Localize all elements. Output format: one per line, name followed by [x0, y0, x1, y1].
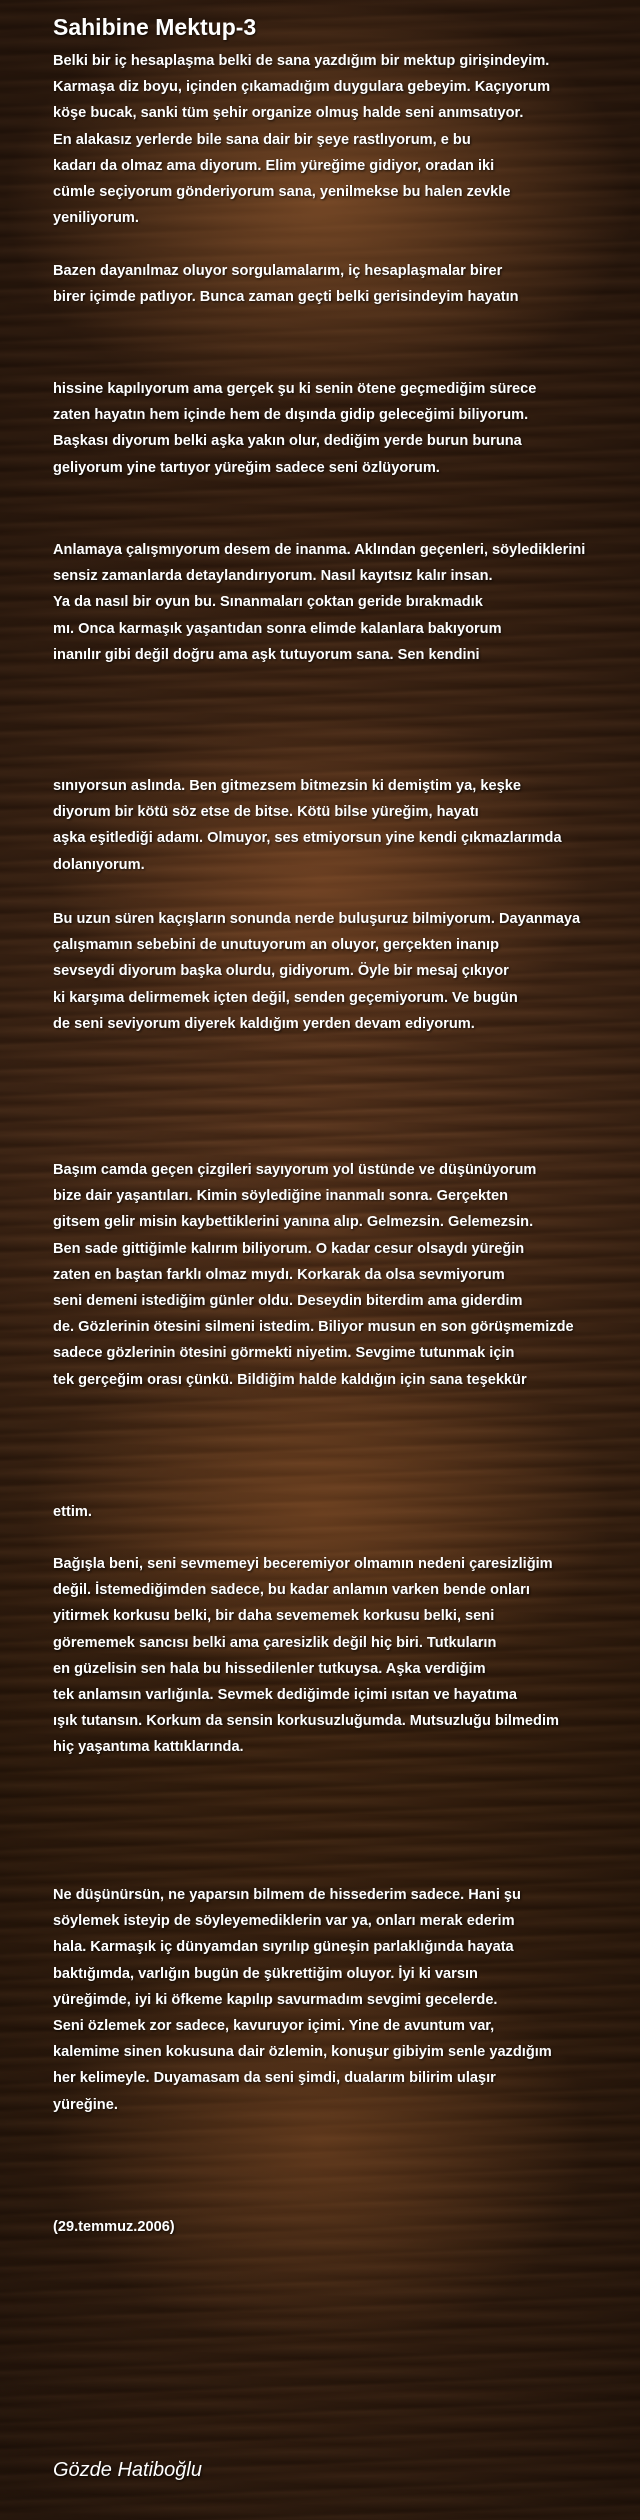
text-line: dolanıyorum. [53, 856, 145, 873]
text-line: en güzelisin sen hala bu hissedilenler tutkuysa. Aşka verdiğim [53, 1660, 486, 1677]
text-line: Başım camda geçen çizgileri sayıyorum yol üstünde ve düşünüyorum [53, 1162, 537, 1178]
text-line: seni demeni istediğim günler oldu. Deseydin biterdim ama giderdim [53, 1293, 523, 1310]
text-line: cümle seçiyorum gönderiyorum sana, yenilmekse bu halen zevkle [53, 184, 511, 201]
text-line: yüreğine. [53, 2096, 118, 2113]
text-line: köşe bucak, sanki tüm şehir organize olmuş halde seni anımsatıyor. [53, 105, 524, 122]
text-line: Ben sade gittiğimle kalırım biliyorum. O kadar cesur olsaydı yüreğin [53, 1240, 525, 1257]
text-line: yeniliyorum. [53, 210, 139, 227]
text-line: tek anlamsın varlığınla. Sevmek dediğimde içimi ısıtan ve hayatıma [53, 1687, 517, 1704]
text-line: sevseydi diyorum başka olurdu, gidiyorum. Öyle bir mesaj çıkıyor [53, 963, 509, 980]
text-line: Seni özlemek zor sadece, kavuruyor içimi. Yine de avuntum var, [53, 2018, 495, 2035]
text-line: ettim. [53, 1504, 92, 1520]
text-line: kalemime sinen kokusuna dair özlemin, konuşur gibiyim senle yazdığım [53, 2044, 552, 2061]
page-title: Sahibine Mektup-3 [53, 14, 257, 40]
text-line: her kelimeyle. Duyamasam da seni şimdi, dualarım bilirim ulaşır [53, 2070, 496, 2087]
text-line: baktığımda, varlığın bugün de şükrettiğim oluyor. İyi ki varsın [53, 1965, 478, 1982]
author-name: Gözde Hatiboğlu [53, 2459, 202, 2481]
text-line: Karmaşa diz boyu, içinden çıkamadığım duygulara gebeyim. Kaçıyorum [53, 79, 551, 96]
paragraph-9 [53, 1551, 559, 1761]
text-line: En alakasız yerlerde bile sana dair bir şeye rastlıyorum, e bu [53, 131, 471, 148]
paragraph-4 [53, 537, 585, 668]
text-line: Anlamaya çalışmıyorum desem de inanma. Aklından geçenleri, söylediklerini [53, 542, 586, 558]
text-line: de seni seviyorum diyerek kaldığım yerden devam ediyorum. [53, 1015, 475, 1032]
text-line: yitirmek korkusu belki, bir daha sevememek korkusu belki, seni [53, 1608, 495, 1625]
paragraph-8 [53, 1499, 92, 1525]
paragraph-2 [53, 258, 519, 310]
text-line: yüreğimde, iyi ki öfkeme kapılıp savurmadım sevgimi gecelerde. [53, 1991, 498, 2008]
text-line: Belki bir iç hesaplaşma belki de sana yazdığım bir mektup girişindeyim. [53, 53, 550, 69]
text-line: geliyorum yine tartıyor yüreğim sadece seni özlüyorum. [53, 459, 440, 476]
text-line: birer içimde patlıyor. Bunca zaman geçti belki gerisindeyim hayatın [53, 289, 519, 306]
text-line: diyorum bir kötü söz etse de bitse. Kötü bilse yüreğim, hayatı [53, 804, 479, 821]
text-line: Bağışla beni, seni sevmemeyi beceremiyor olmamın nedeni çaresizliğim [53, 1556, 553, 1572]
text-line: Ya da nasıl bir oyun bu. Sınanmaları çoktan geride bırakmadık [53, 594, 483, 611]
text-line: Ne düşünürsün, ne yaparsın bilmem de hissederim sadece. Hani şu [53, 1887, 521, 1903]
text-line: gitsem gelir misin kaybettiklerini yanına alıp. Gelmezsin. Gelemezsin. [53, 1214, 534, 1231]
text-line: mı. Onca karmaşık yaşantıdan sonra elimde kalanlara bakıyorum [53, 620, 502, 637]
text-line: zaten en baştan farklı olmaz mıydı. Korkarak da olsa sevmiyorum [53, 1266, 505, 1283]
text-line: değil. İstemediğimden sadece, bu kadar anlamın varken bende onları [53, 1582, 530, 1599]
letter-date: (29.temmuz.2006) [53, 2219, 175, 2235]
text-line: inanılır gibi değil doğru ama aşk tutuyorum sana. Sen kendini [53, 646, 480, 663]
text-line: Bu uzun süren kaçışların sonunda nerde buluşuruz bilmiyorum. Dayanmaya [53, 911, 581, 927]
text-line: söylemek isteyip de söyleyemediklerin var ya, onları merak ederim [53, 1913, 515, 1930]
text-line: tek gerçeğim orası çünkü. Bildiğim halde kaldığın için sana teşekkür [53, 1371, 527, 1388]
text-line: Başkası diyorum belki aşka yakın olur, dediğim yerde burun buruna [53, 433, 522, 450]
text-line: hissine kapılıyorum ama gerçek şu ki senin ötene geçmediğim sürece [53, 381, 537, 397]
text-line: hiç yaşantıma kattıklarında. [53, 1739, 244, 1756]
text-line: çalışmamın sebebini de unutuyorum an oluyor, gerçekten inanıp [53, 937, 500, 954]
paragraph-5 [53, 773, 562, 878]
text-line: ki karşıma delirmemek içten değil, senden geçemiyorum. Ve bugün [53, 989, 518, 1006]
paragraph-10 [53, 1882, 552, 2118]
text-line: bize dair yaşantıları. Kimin söylediğine inanmalı sonra. Gerçekten [53, 1188, 508, 1205]
text-line: sensiz zamanlarda detaylandırıyorum. Nasıl kayıtsız kalır insan. [53, 568, 493, 585]
paragraph-6 [53, 906, 580, 1037]
paragraph-7 [53, 1157, 574, 1393]
text-line: de. Gözlerinin ötesini silmeni istedim. Biliyor musun en son görüşmemizde [53, 1319, 574, 1336]
text-line: görememek sancısı belki ama çaresizlik değil hiç biri. Tutkuların [53, 1634, 497, 1651]
text-line: ışık tutansın. Korkum da sensin korkusuzluğumda. Mutsuzluğu bilmedim [53, 1713, 559, 1730]
text-line: sınıyorsun aslında. Ben gitmezsem bitmezsin ki demiştim ya, keşke [53, 778, 521, 794]
paragraph-3 [53, 376, 536, 481]
text-line: hala. Karmaşık iç dünyamdan sıyrılıp güneşin parlaklığında hayata [53, 1939, 514, 1956]
text-line: aşka eşitlediği adamı. Olmuyor, ses etmiyorsun yine kendi çıkmazlarımda [53, 830, 562, 847]
text-line: Bazen dayanılmaz oluyor sorgulamalarım, iç hesaplaşmalar birer [53, 263, 503, 279]
paragraph-1 [53, 48, 550, 231]
text-line: sadece gözlerinin ötesini görmekti niyetim. Sevgime tutunmak için [53, 1345, 515, 1362]
letter-page [53, 10, 637, 2113]
text-line: zaten hayatın hem içinde hem de dışında gidip geleceğimi biliyorum. [53, 407, 529, 424]
text-line: kadarı da olmaz ama diyorum. Elim yüreğime gidiyor, oradan iki [53, 157, 495, 174]
